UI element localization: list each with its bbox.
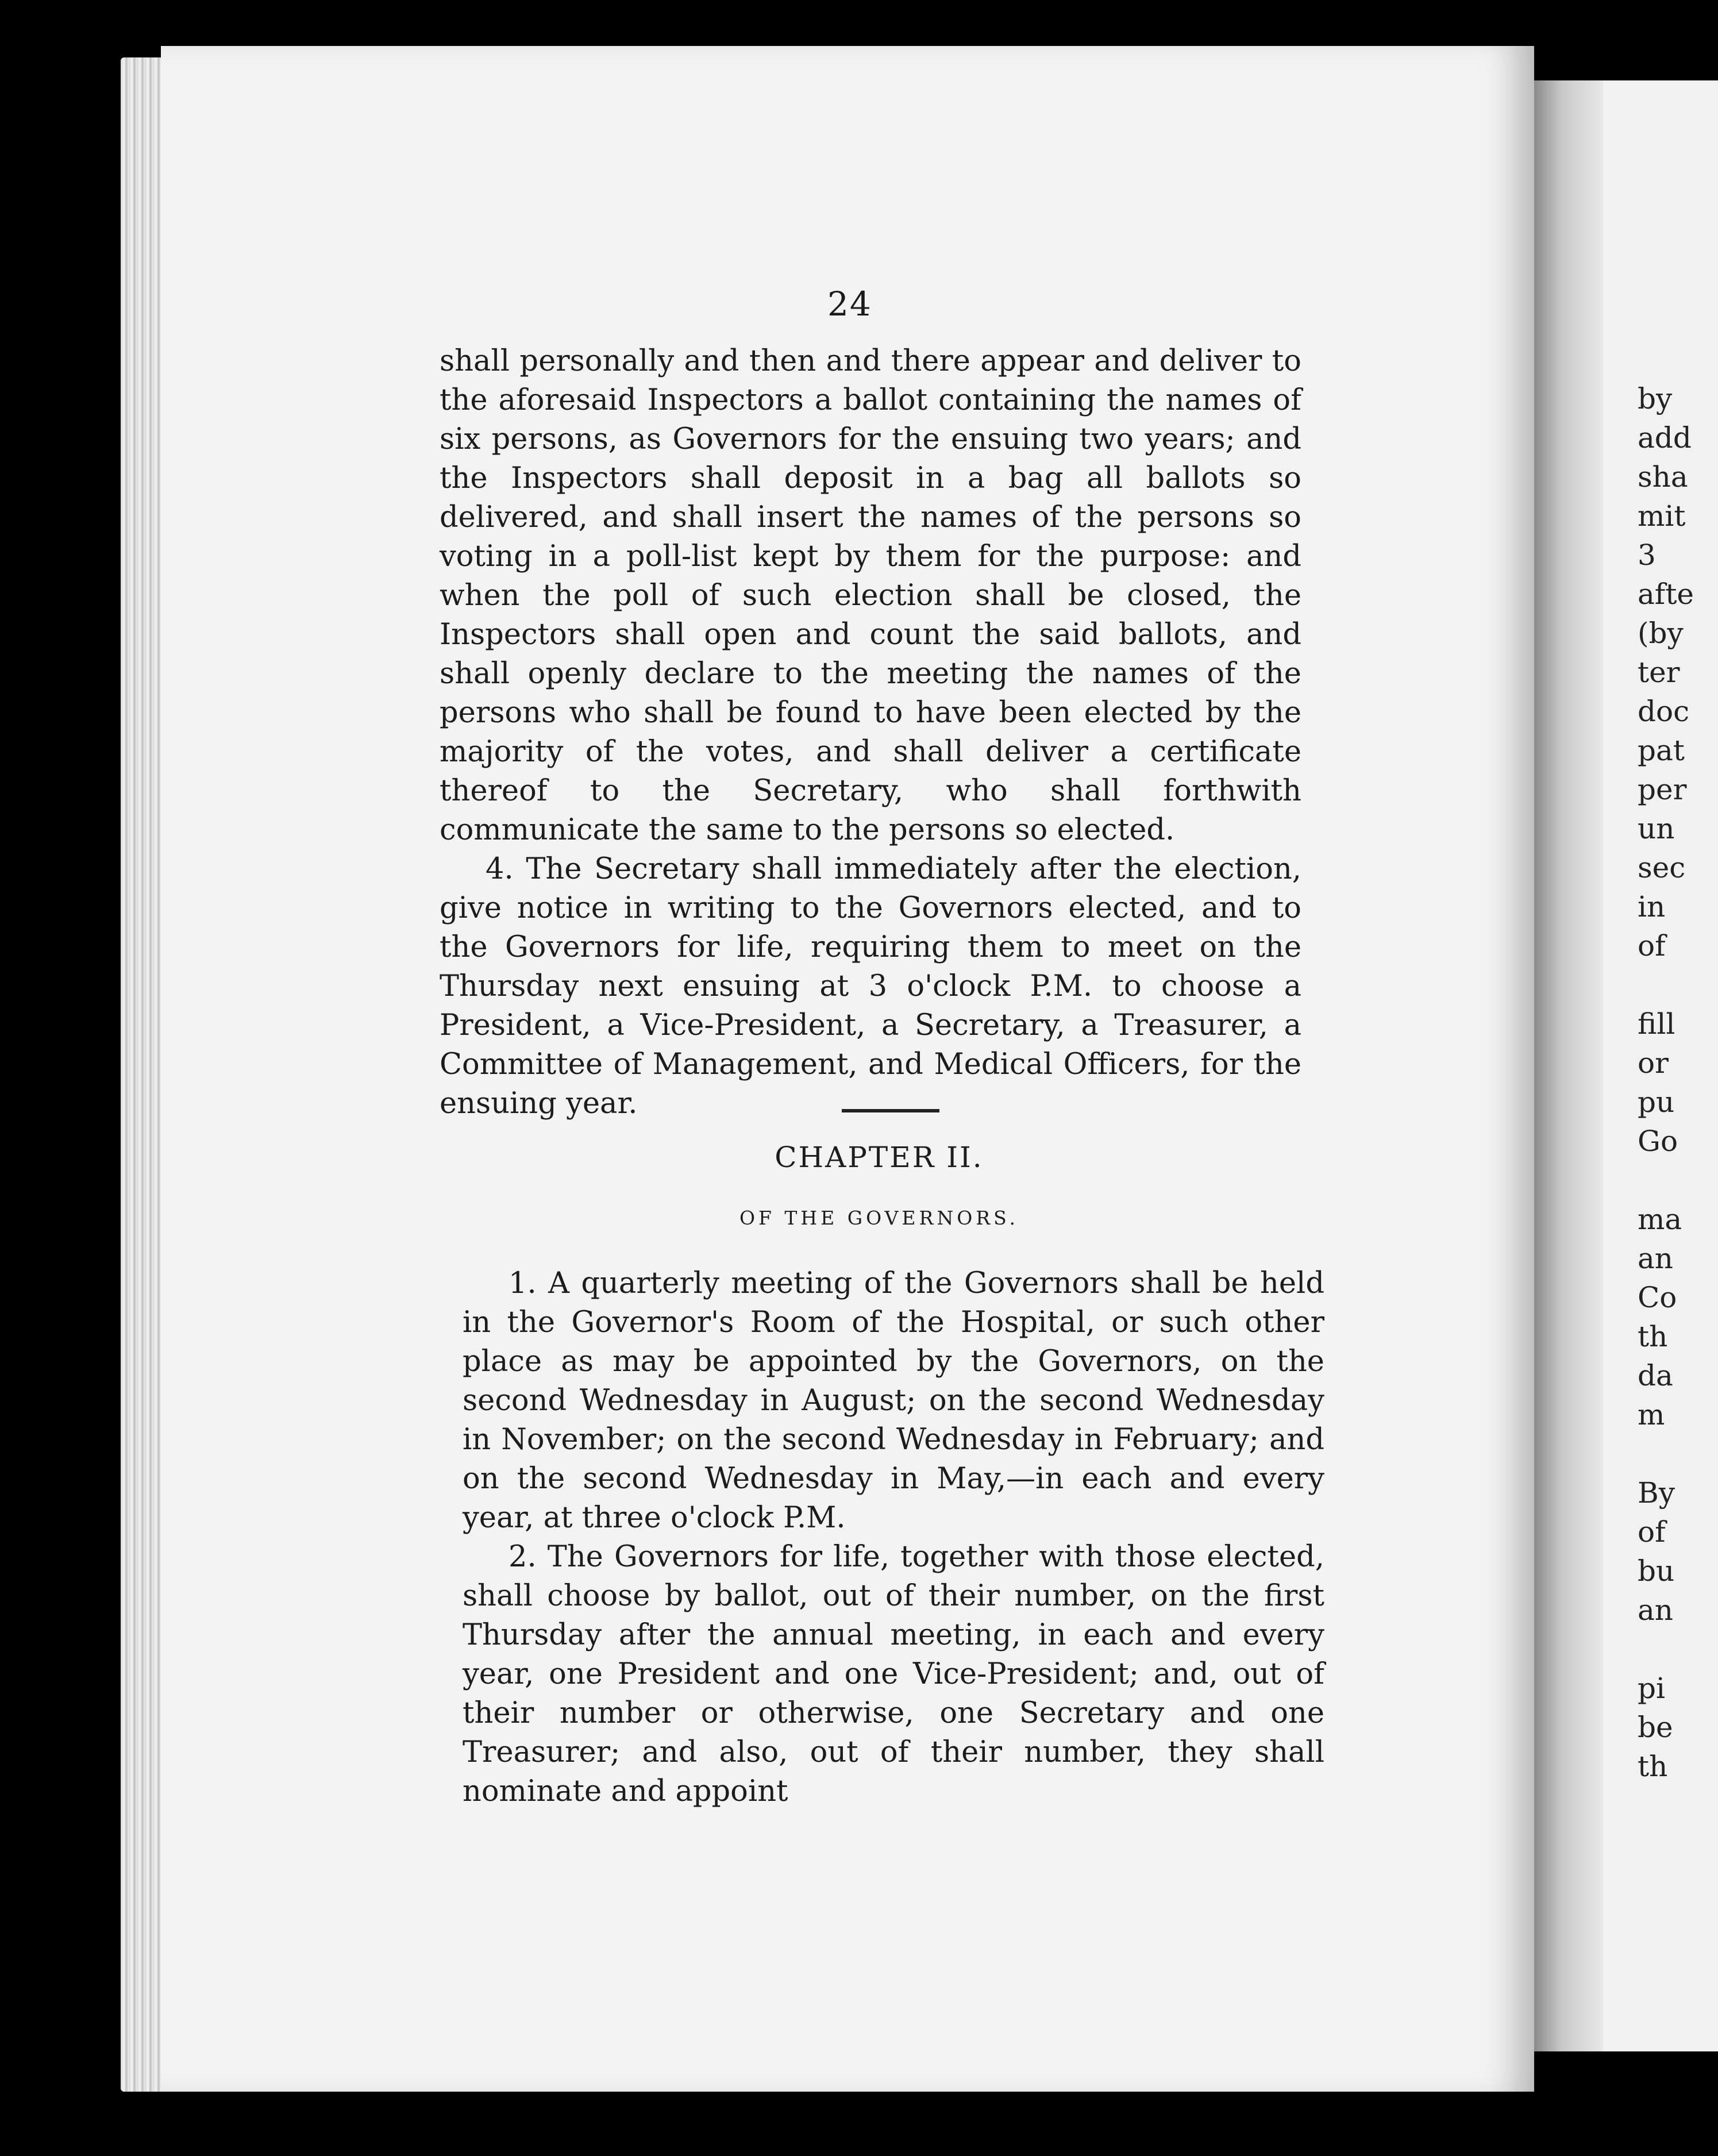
facing-page-fragment: bu — [1638, 1554, 1675, 1588]
facing-page-fragment — [1638, 1434, 1694, 1473]
facing-page-fragment: th — [1638, 1750, 1668, 1783]
page-number: 24 — [827, 284, 872, 324]
facing-page-text — [1638, 379, 1694, 1786]
facing-page-fragment: add — [1638, 421, 1692, 455]
facing-page — [1603, 80, 1718, 2051]
facing-page-fragment: pu — [1638, 1085, 1675, 1119]
facing-page-fragment: an — [1638, 1593, 1674, 1627]
facing-page-fragment: per — [1638, 773, 1687, 806]
facing-page-fragment — [1638, 965, 1694, 1004]
facing-page-fragment: un — [1638, 812, 1675, 845]
facing-page-fragment: sha — [1638, 460, 1688, 494]
facing-page-fragment: of — [1638, 929, 1666, 962]
facing-page-fragment: ter — [1638, 656, 1680, 689]
facing-page-fragment: of — [1638, 1515, 1666, 1549]
facing-page-fragment: be — [1638, 1711, 1673, 1744]
paragraph-continued: shall personally and then and there appear and deliver to the aforesaid Inspectors a ballot containing the names of six persons, as Governors for the ensuing two years; and the Inspectors shall deposit in a bag all ballots so delivered, and shall insert the names of the persons so voting in a poll-list kept by them for the purpose: and when the poll of such election shall be closed, the Inspectors shall open and count the said ballots, and shall openly declare to the meeting the names of the persons who shall be found to have been elected by the majority of the votes, and shall deliver a certificate thereof to the Secretary, who shall forthwith communicate the same to the persons so elected. — [440, 344, 1301, 847]
facing-page-fragment: Go — [1638, 1125, 1678, 1158]
facing-page-fragment: da — [1638, 1359, 1673, 1392]
facing-page-fragment — [1638, 1161, 1694, 1200]
chapter-title: CHAPTER II. — [775, 1141, 984, 1174]
facing-page-fragment: By — [1638, 1476, 1675, 1510]
facing-page-fragment: sec — [1638, 851, 1686, 884]
chapter-subtitle: OF THE GOVERNORS. — [739, 1207, 1019, 1229]
chapter-paragraph-1: 1. A quarterly meeting of the Governors shall be held in the Governor's Room of the Hospital, or such other place as may be appointed by the Governors, on the second Wednesday in August; on the second Wednesday in November; on the second Wednesday in February; and on the second Wednesday in May,—in each and every year, at three o'clock P.M. — [463, 1266, 1324, 1535]
facing-page-fragment: or — [1638, 1046, 1669, 1080]
facing-page-fragment: mit — [1638, 499, 1686, 533]
facing-page-fragment: (by — [1638, 617, 1684, 650]
facing-page-fragment: pi — [1638, 1672, 1665, 1705]
book-gutter — [1534, 80, 1603, 2051]
facing-page-fragment: an — [1638, 1242, 1674, 1275]
facing-page-fragment: pat — [1638, 734, 1685, 767]
text-block-chapter — [463, 1264, 1324, 1811]
paragraph-4: 4. The Secretary shall immediately after the election, give notice in writing to the Governors elected, and to the Governors for life, requiring them to meet on the Thursday next ensuing at 3 o'clock P.M. to choose a President, a Vice-President, a Secretary, a Treasurer, a Committee of Management, and Medical Officers, for the ensuing year. — [440, 852, 1301, 1121]
facing-page-fragment: doc — [1638, 695, 1690, 728]
section-divider — [842, 1109, 939, 1112]
facing-page-fragment: m — [1638, 1398, 1665, 1431]
facing-page-fragment: Co — [1638, 1281, 1677, 1314]
facing-page-fragment: in — [1638, 890, 1666, 923]
facing-page-fragment — [1638, 1630, 1694, 1669]
facing-page-fragment: by — [1638, 382, 1673, 415]
facing-page-fragment: afte — [1638, 578, 1694, 611]
text-block-top — [440, 342, 1301, 1123]
facing-page-fragment: fill — [1638, 1007, 1675, 1041]
facing-page-fragment: ma — [1638, 1203, 1682, 1236]
chapter-paragraph-2: 2. The Governors for life, together with those elected, shall choose by ballot, out of their number, on the first Thursday after the annual meeting, in each and every year, one President and one Vice-President; and, out of their number or otherwise, one Secretary and one Treasurer; and also, out of their number, they shall nominate and appoint — [463, 1540, 1324, 1808]
facing-page-fragment: 3 — [1638, 538, 1656, 572]
facing-page-fragment: th — [1638, 1320, 1668, 1353]
